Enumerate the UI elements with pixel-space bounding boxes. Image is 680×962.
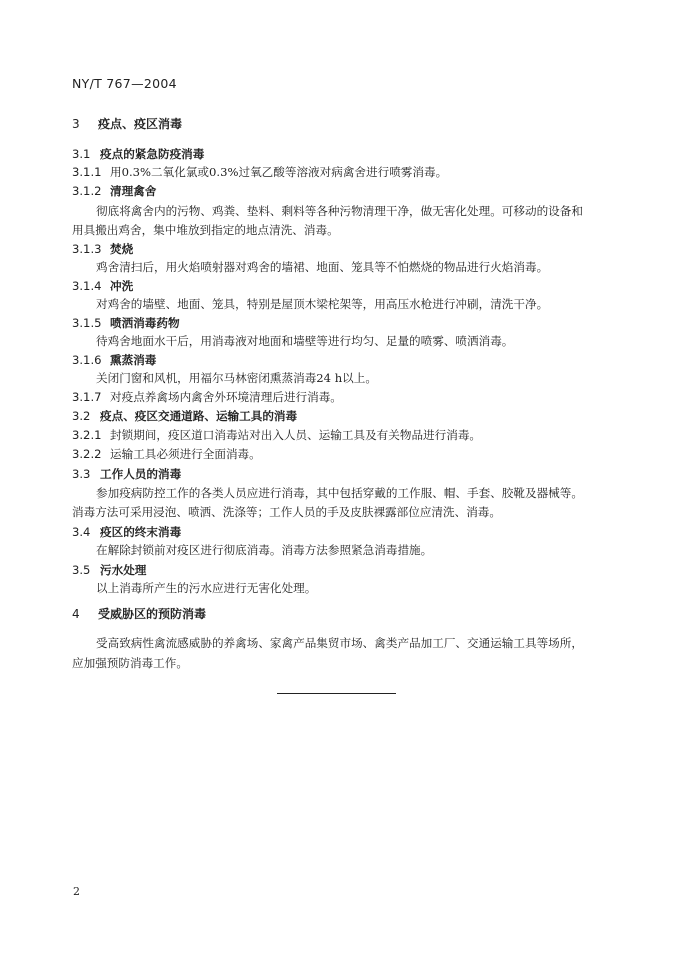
section-3-1-4-heading: 3.1.4 冲洗 <box>72 279 134 293</box>
section-3-2-2: 3.2.2 运输工具必须进行全面消毒。 <box>72 447 261 461</box>
section-3-3-para-line2: 消毒方法可采用浸泡、喷洒、洗涤等；工作人员的手及皮肤裸露部位应清洗、消毒。 <box>72 505 501 519</box>
section-3-4-heading: 3.4 疫区的终末消毒 <box>72 525 182 539</box>
section-4-para-line1: 受高致病性禽流感威胁的养禽场、家禽产品集贸市场、禽类产品加工厂、交通运输工具等场所， <box>96 636 583 650</box>
page-number: 2 <box>73 885 80 898</box>
section-3-1-3-heading: 3.1.3 焚烧 <box>72 242 134 256</box>
section-3-title: 疫点、疫区消毒 <box>98 117 183 131</box>
section-3-heading: 3 疫点、疫区消毒 <box>72 117 183 131</box>
section-3-2-1: 3.2.1 封锁期间，疫区道口消毒站对出入人员、运输工具及有关物品进行消毒。 <box>72 428 482 442</box>
section-3-1-1: 3.1.1 用0.3%二氧化氯或0.3%过氧乙酸等溶液对病禽舍进行喷雾消毒。 <box>72 165 448 179</box>
section-4-para-line2: 应加强预防消毒工作。 <box>72 656 188 670</box>
section-3-5-para: 以上消毒所产生的污水应进行无害化处理。 <box>96 581 317 595</box>
end-rule <box>277 693 396 694</box>
standard-code: NY/T 767—2004 <box>72 76 177 91</box>
section-3-1-5-heading: 3.1.5 喷洒消毒药物 <box>72 316 180 330</box>
section-3-4-para: 在解除封锁前对疫区进行彻底消毒。消毒方法参照紧急消毒措施。 <box>96 543 433 557</box>
section-3-1-5-para: 待鸡舍地面水干后，用消毒液对地面和墙壁等进行均匀、足量的喷雾、喷洒消毒。 <box>96 334 514 348</box>
section-3-1-6-para: 关闭门窗和风机，用福尔马林密闭熏蒸消毒24 h以上。 <box>96 371 377 385</box>
section-3-3-para-line1: 参加疫病防控工作的各类人员应进行消毒，其中包括穿戴的工作服、帽、手套、胶靴及器械等。 <box>96 486 583 500</box>
section-3-1-2-para-line1: 彻底将禽舍内的污物、鸡粪、垫料、剩料等各种污物清理干净，做无害化处理。可移动的设备和 <box>96 204 583 218</box>
section-3-1-7: 3.1.7 对疫点养禽场内禽舍外环境清理后进行消毒。 <box>72 390 342 404</box>
section-3-1-4-para: 对鸡舍的墙壁、地面、笼具，特别是屋顶木梁柁架等，用高压水枪进行冲刷，清洗干净。 <box>96 297 549 311</box>
section-4-heading: 4 受威胁区的预防消毒 <box>72 607 207 621</box>
section-3-3-heading: 3.3 工作人员的消毒 <box>72 467 182 481</box>
section-3-1-heading: 3.1 疫点的紧急防疫消毒 <box>72 147 205 161</box>
section-3-5-heading: 3.5 污水处理 <box>72 563 147 577</box>
section-3-1-6-heading: 3.1.6 熏蒸消毒 <box>72 353 157 367</box>
section-3-2-heading: 3.2 疫点、疫区交通道路、运输工具的消毒 <box>72 409 298 423</box>
section-3-1-3-para: 鸡舍清扫后，用火焰喷射器对鸡舍的墙裙、地面、笼具等不怕燃烧的物品进行火焰消毒。 <box>96 260 549 274</box>
section-3-1-2-heading: 3.1.2 清理禽舍 <box>72 184 157 198</box>
section-3-1-2-para-line2: 用具搬出鸡舍，集中堆放到指定的地点清洗、消毒。 <box>72 223 339 237</box>
